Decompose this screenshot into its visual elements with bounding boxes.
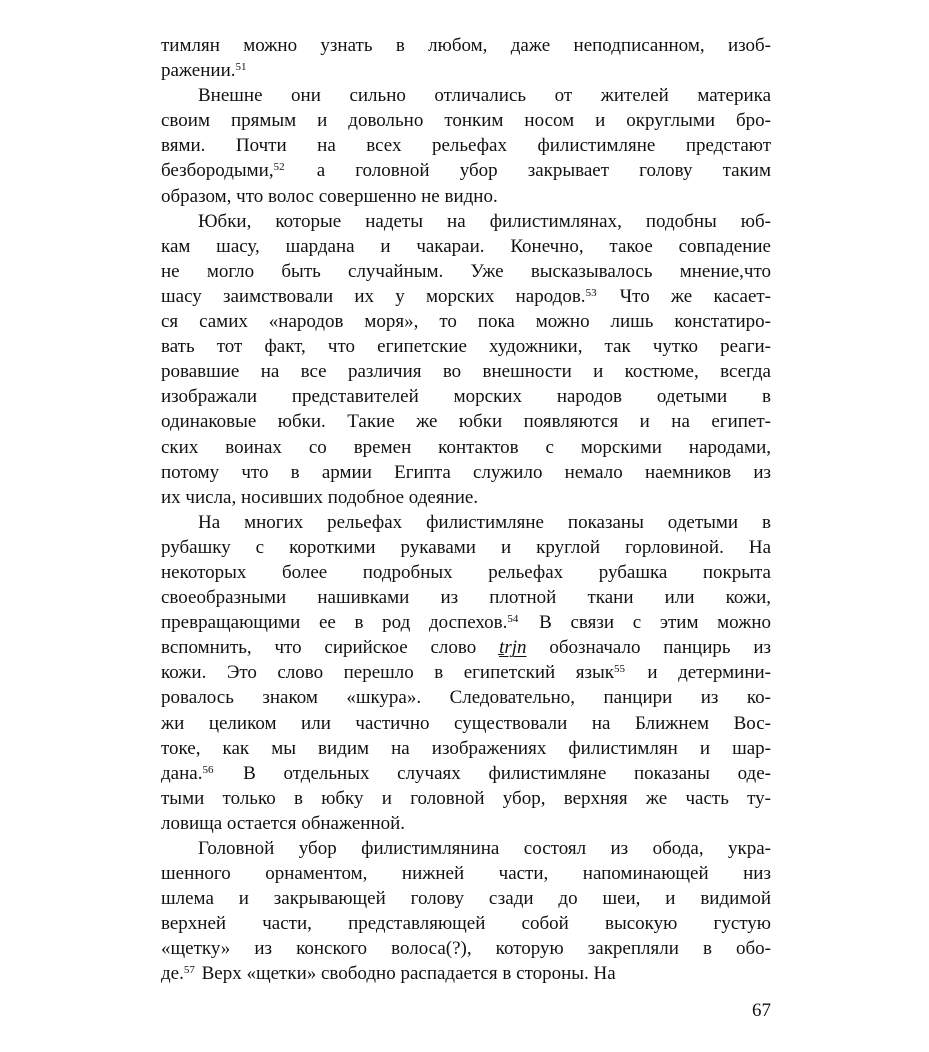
text-line <box>161 510 771 535</box>
text-run: «щетку» из конского волоса(?), которую закрепляли в обо- <box>161 938 771 960</box>
text-run: а головной убор закрывает голову таким <box>286 160 771 182</box>
text-run: На многих рельефах филистимляне показаны одетыми в <box>198 511 771 533</box>
text-run: шлема и закрывающей голову сзади до шеи, и видимой <box>161 888 771 910</box>
text-run: и детермини- <box>626 662 771 684</box>
text-line <box>161 836 771 861</box>
text-run: В связи с этим можно <box>520 612 771 634</box>
text-run: рубашку с короткими рукавами и круглой горловиной. На <box>161 536 771 558</box>
text-run: вать тот факт, что египетские художники, так чутко реаги- <box>161 336 771 358</box>
text-run: вями. Почти на всех рельефах филистимляне предстают <box>161 135 771 157</box>
text-line <box>161 133 771 158</box>
footnote-ref: 55 <box>613 663 625 676</box>
text-run: Что же касает- <box>598 285 772 307</box>
text-line <box>161 811 771 836</box>
text-line <box>161 961 771 986</box>
text-line <box>161 259 771 284</box>
text-run: не могло быть случайным. Уже высказывалось мнение,что <box>161 260 771 282</box>
text-line <box>161 685 771 710</box>
text-line <box>161 384 771 409</box>
text-run: кам шасу, шардана и чакараи. Конечно, такое совпадение <box>161 235 771 257</box>
text-line <box>161 861 771 886</box>
text-run: Внешне они сильно отличались от жителей материка <box>198 85 771 107</box>
text-line <box>161 334 771 359</box>
text-run: изображали представителей морских народов одетыми в <box>161 386 771 408</box>
text-run: вспомнить, что сирийское слово <box>161 637 500 659</box>
text-run: их числа, носивших подобное одеяние. <box>161 486 479 508</box>
text-run: Верх «щетки» свободно распадается в стороны. На <box>196 963 616 985</box>
text-run: тыми только в юбку и головной убор, верхняя же часть ту- <box>161 787 771 809</box>
text-line <box>161 108 771 133</box>
text-line <box>161 435 771 460</box>
text-line <box>161 460 771 485</box>
footnote-ref: 57 <box>183 964 195 977</box>
text-run: своеобразными нашивками из плотной ткани или кожи, <box>161 587 771 609</box>
paragraph <box>161 33 771 83</box>
text-run: шенного орнаментом, нижней части, напоминающей низ <box>161 863 771 885</box>
text-run: ся самих «народов моря», то пока можно лишь констатиро- <box>161 311 771 333</box>
text-run: токе, как мы видим на изображениях филистимлян и шар- <box>161 737 771 759</box>
text-line <box>161 158 771 183</box>
footnote-ref: 51 <box>235 61 247 74</box>
transliterated-word: ṯrjn <box>499 637 527 659</box>
text-run: шасу заимствовали их у морских народов. <box>161 285 586 307</box>
text-run: обозначало панцирь из <box>526 637 772 659</box>
text-line <box>161 409 771 434</box>
text-line <box>161 209 771 234</box>
text-run: ских воинах со времен контактов с морскими народами, <box>161 436 771 458</box>
text-run: тимлян можно узнать в любом, даже неподписанном, изоб- <box>161 35 771 56</box>
text-run: ровалось знаком «шкура». Следовательно, панцири из ко- <box>161 687 771 709</box>
text-run: безбородыми, <box>161 160 274 182</box>
paragraph <box>161 209 771 510</box>
text-line <box>161 786 771 811</box>
text-line <box>161 485 771 510</box>
text-run: де. <box>161 963 184 985</box>
footnote-ref: 52 <box>273 161 285 174</box>
paragraph <box>161 836 771 987</box>
text-line <box>161 560 771 585</box>
text-line <box>161 761 771 786</box>
text-run: превращающими ее в род доспехов. <box>161 612 508 634</box>
text-line <box>161 309 771 334</box>
text-line <box>161 234 771 259</box>
text-run: одинаковые юбки. Такие же юбки появляются и на египет- <box>161 411 771 433</box>
text-run: ражении. <box>161 60 236 82</box>
body-text <box>161 33 771 987</box>
text-run: Головной убор филистимлянина состоял из обода, укра- <box>198 838 771 859</box>
text-run: некоторых более подробных рельефах рубашка покрыта <box>161 561 771 583</box>
text-line <box>161 911 771 936</box>
text-run: ровавшие на все различия во внешности и костюме, всегда <box>161 361 771 383</box>
text-run: В отдельных случаях филистимляне показаны оде- <box>215 762 771 784</box>
text-line <box>161 886 771 911</box>
paragraph <box>161 83 771 208</box>
text-line <box>161 58 771 83</box>
text-line <box>161 660 771 685</box>
text-run: кожи. Это слово перешло в египетский язык <box>161 662 614 684</box>
text-run: жи целиком или частично существовали на Ближнем Вос- <box>161 712 771 734</box>
text-run: верхней части, представляющей собой высокую густую <box>161 913 771 935</box>
text-line <box>161 33 771 58</box>
text-line <box>161 535 771 560</box>
text-line <box>161 284 771 309</box>
text-run: образом, что волос совершенно не видно. <box>161 185 498 207</box>
text-line <box>161 635 771 660</box>
text-line <box>161 711 771 736</box>
text-line <box>161 184 771 209</box>
text-run: дана. <box>161 762 203 784</box>
text-line <box>161 585 771 610</box>
page-number: 67 <box>752 1000 771 1021</box>
footnote-ref: 53 <box>585 286 597 299</box>
paragraph <box>161 510 771 836</box>
text-line <box>161 359 771 384</box>
text-run: ловища остается обнаженной. <box>161 812 406 834</box>
text-line <box>161 610 771 635</box>
footnote-ref: 54 <box>507 613 519 626</box>
text-line <box>161 736 771 761</box>
text-run: своим прямым и довольно тонким носом и округлыми бро- <box>161 110 771 132</box>
text-line <box>161 936 771 961</box>
text-run: потому что в армии Египта служило немало наемников из <box>161 461 771 483</box>
footnote-ref: 56 <box>202 763 214 776</box>
text-line <box>161 83 771 108</box>
text-run: Юбки, которые надеты на филистимлянах, подобны юб- <box>198 210 771 232</box>
